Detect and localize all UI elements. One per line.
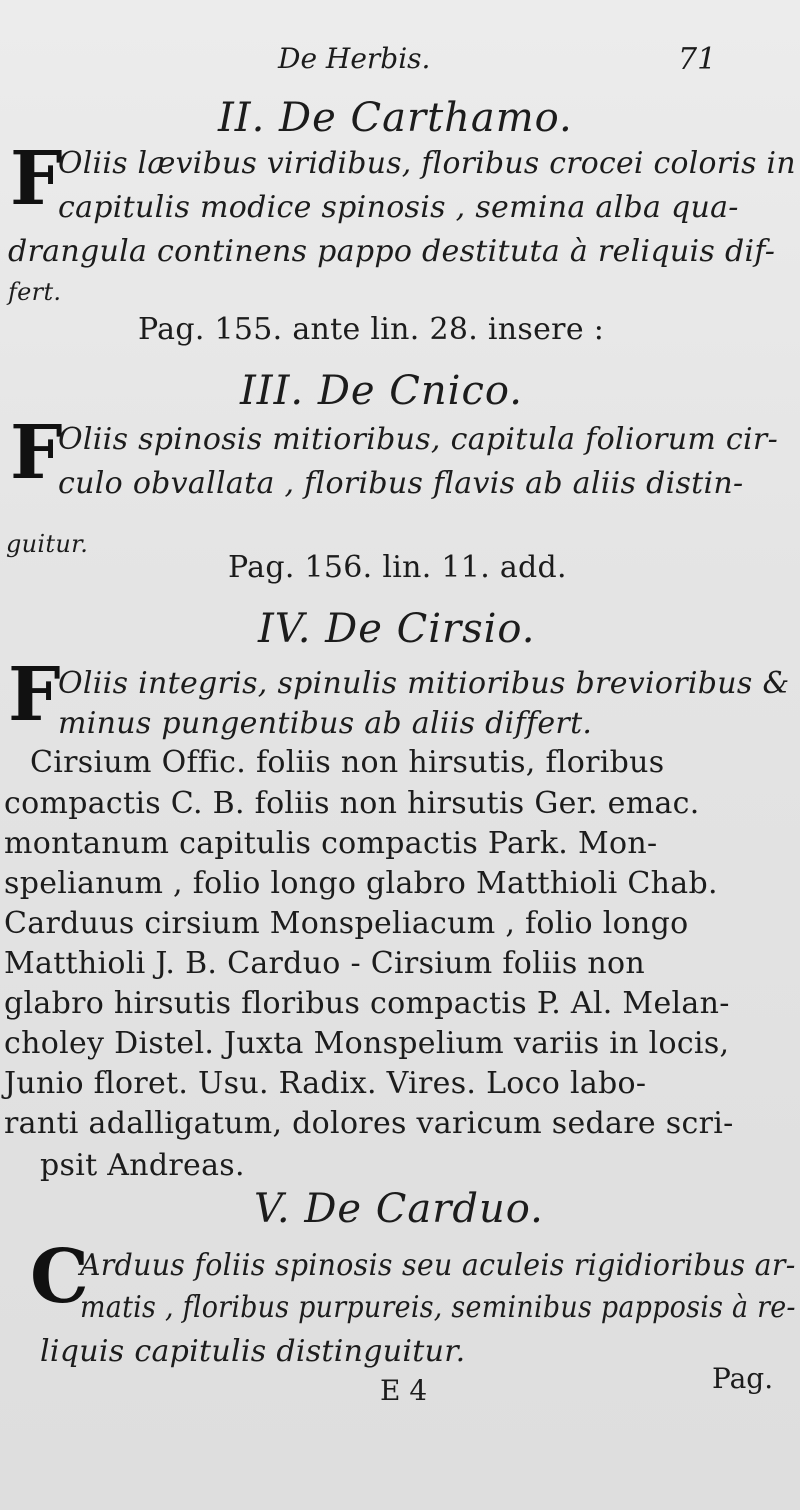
catchword: Pag. <box>712 1362 774 1395</box>
reference-line: Pag. 155. ante lin. 28. insere : <box>138 312 605 347</box>
dropcap-carduo: C <box>30 1234 89 1320</box>
section-heading-cnico: III. De Cnico. <box>240 368 523 414</box>
text-line: Cirsium Offic. foliis non hirsutis, floribus <box>30 745 665 780</box>
text-line: capitulis modice spinosis , semina alba qua- <box>58 190 739 225</box>
running-header: De Herbis. <box>278 42 431 75</box>
text-line: culo obvallata , floribus flavis ab aliis distin- <box>58 466 744 501</box>
text-line: Junio floret. Usu. Radix. Vires. Loco labo- <box>4 1066 647 1101</box>
text-line: drangula continens pappo destituta à reliquis dif- <box>8 234 776 269</box>
text-line: Carduus cirsium Monspeliacum , folio longo <box>4 906 689 941</box>
text-line: matis , floribus purpureis, seminibus papposis à re- <box>80 1290 796 1325</box>
text-line: fert. <box>8 278 62 306</box>
text-line: Matthioli J. B. Carduo - Cirsium foliis non <box>4 946 645 981</box>
text-line: liquis capitulis distinguitur. <box>40 1334 466 1369</box>
dropcap-cnico: F <box>10 410 63 496</box>
text-line: Oliis lævibus viridibus, floribus crocei coloris in <box>58 146 796 181</box>
text-line: compactis C. B. foliis non hirsutis Ger. emac. <box>4 786 700 821</box>
reference-line: Pag. 156. lin. 11. add. <box>228 550 567 585</box>
dropcap-carthamo: F <box>10 136 63 222</box>
signature-mark: E 4 <box>380 1374 428 1407</box>
text-line: choley Distel. Juxta Monspelium variis in locis, <box>4 1026 730 1061</box>
page-number: 71 <box>678 42 717 77</box>
text-line: ranti adalligatum, dolores varicum sedare scri- <box>4 1106 734 1141</box>
text-line: Arduus foliis spinosis seu aculeis rigidioribus ar- <box>80 1248 796 1283</box>
section-heading-carduo: V. De Carduo. <box>254 1186 544 1232</box>
section-heading-carthamo: II. De Carthamo. <box>218 95 573 141</box>
text-line: Oliis spinosis mitioribus, capitula foliorum cir- <box>58 422 779 457</box>
text-line: spelianum , folio longo glabro Matthioli Chab. <box>4 866 718 901</box>
section-heading-cirsio: IV. De Cirsio. <box>258 606 536 652</box>
text-line: guitur. <box>6 530 89 558</box>
text-line: montanum capitulis compactis Park. Mon- <box>4 826 658 861</box>
text-line: minus pungentibus ab aliis differt. <box>58 706 593 741</box>
text-line: Oliis integris, spinulis mitioribus brevioribus & <box>58 666 790 701</box>
text-line: psit Andreas. <box>40 1148 245 1183</box>
dropcap-cirsio: F <box>8 652 61 738</box>
text-line: glabro hirsutis floribus compactis P. Al. Melan- <box>4 986 730 1021</box>
